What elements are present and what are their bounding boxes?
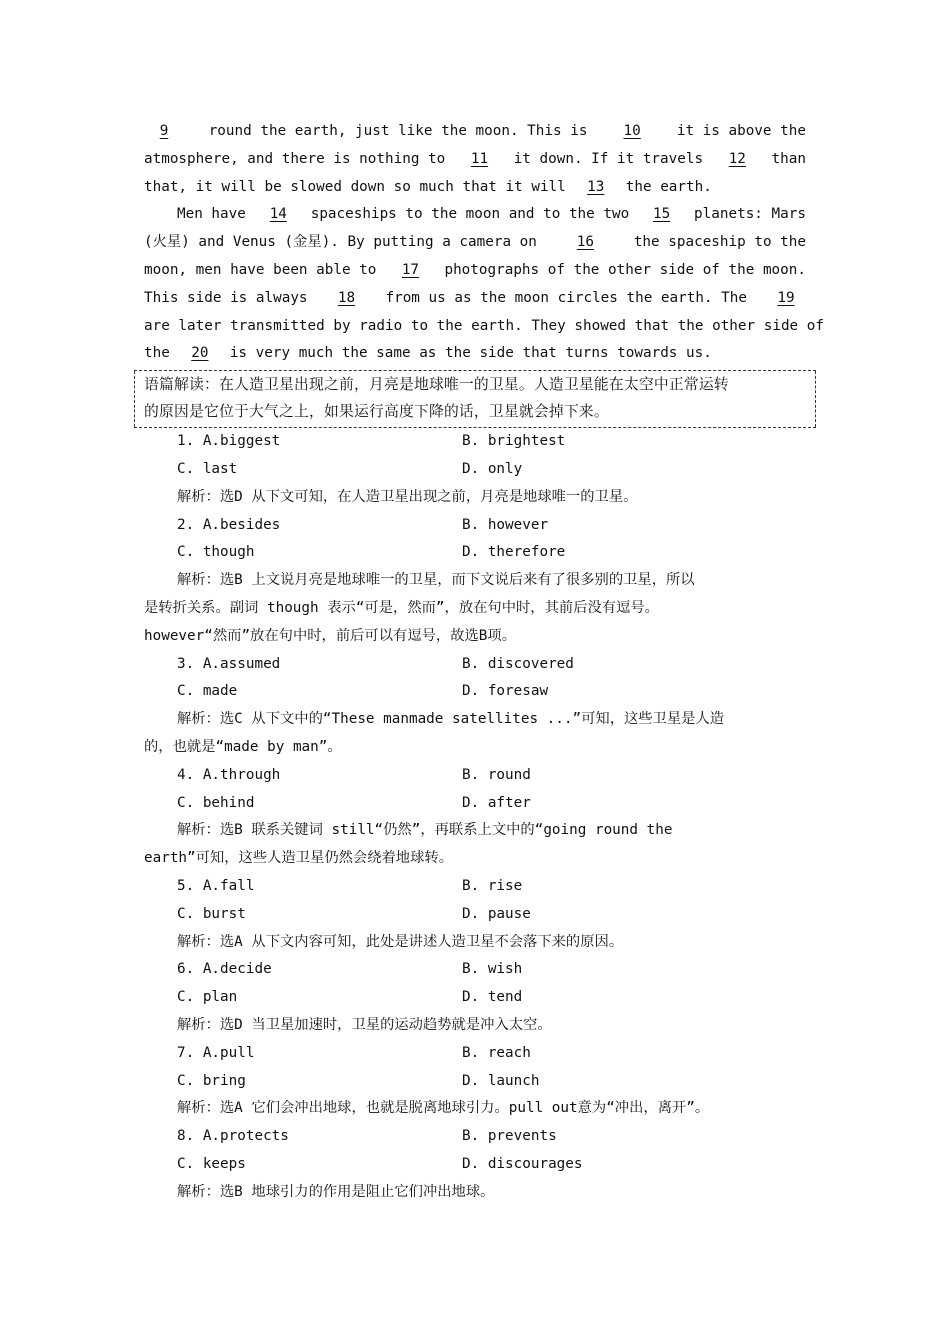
question-list — [144, 428, 806, 1206]
document-page — [144, 118, 824, 1206]
question-options-row — [144, 873, 806, 901]
passage-text: the spaceship to the — [633, 234, 806, 251]
passage-text: it is above the — [676, 123, 806, 139]
blank-9[interactable]: 9 — [159, 123, 169, 139]
passage-text: the — [144, 345, 170, 362]
question-options-row — [144, 1123, 806, 1151]
option-d[interactable]: D. after — [462, 794, 531, 811]
passage-line — [144, 257, 806, 285]
passage-text: are later transmitted by radio to the earth. They showed that the other side of — [144, 317, 824, 334]
blank-20[interactable]: 20 — [191, 345, 209, 362]
question-options-row — [144, 512, 806, 540]
blank-12[interactable]: 12 — [728, 150, 746, 167]
question-options-row — [144, 790, 806, 818]
question-options-row — [144, 1040, 806, 1068]
analysis-line: 解析：选D 从下文可知，在人造卫星出现之前，月亮是地球唯一的卫星。 — [177, 488, 638, 505]
option-b[interactable]: B. reach — [462, 1044, 531, 1061]
passage-line — [144, 201, 806, 229]
question-options-row — [144, 984, 806, 1012]
question-options-row — [144, 956, 806, 984]
question-options-row — [144, 762, 806, 790]
passage-line — [144, 285, 806, 313]
option-c[interactable]: C. last — [177, 460, 238, 477]
passage-text: round the earth, just like the moon. This is — [208, 123, 588, 139]
analysis-line: 解析：选B 地球引力的作用是阻止它们冲出地球。 — [177, 1183, 495, 1200]
option-a[interactable]: 6. A.decide — [177, 961, 272, 978]
question-options-row — [144, 539, 806, 567]
blank-16[interactable]: 16 — [576, 234, 594, 251]
passage-text: planets: Mars — [694, 206, 806, 223]
option-b[interactable]: B. prevents — [462, 1128, 557, 1145]
blank-17[interactable]: 17 — [401, 261, 420, 278]
option-d[interactable]: D. discourages — [462, 1155, 583, 1172]
option-a[interactable]: 2. A.besides — [177, 516, 281, 533]
passage-line — [144, 146, 806, 174]
analysis-line: earth”可知，这些人造卫星仍然会绕着地球转。 — [144, 850, 453, 867]
analysis-line: 的，也就是“made by man”。 — [144, 738, 342, 755]
option-b[interactable]: B. however — [462, 516, 549, 533]
option-c[interactable]: C. behind — [177, 794, 255, 811]
passage-text: than — [771, 150, 806, 167]
analysis-line: 解析：选A 它们会冲出地球，也就是脱离地球引力。pull out意为“冲出，离开”。 — [177, 1100, 710, 1117]
passage-text: the earth. — [625, 178, 712, 195]
analysis-line: 解析：选C 从下文中的“These manmade satellites ...”可知，这些卫星是人造 — [177, 711, 725, 728]
cloze-passage — [144, 118, 824, 368]
passage-text: atmosphere, and there is nothing to — [144, 150, 446, 167]
blank-11[interactable]: 11 — [470, 150, 489, 167]
question-options-row — [144, 428, 806, 456]
option-b[interactable]: B. wish — [462, 961, 523, 978]
question-options-row — [144, 1068, 806, 1096]
passage-line — [144, 313, 824, 341]
reading-line: 语篇解读：在人造卫星出现之前，月亮是地球唯一的卫星。人造卫星能在太空中正常运转 — [144, 376, 729, 394]
passage-line — [144, 340, 806, 368]
option-d[interactable]: D. only — [462, 460, 523, 477]
option-a[interactable]: 5. A.fall — [177, 877, 255, 894]
analysis-line: 解析：选D 当卫星加速时，卫星的运动趋势就是冲入太空。 — [177, 1016, 552, 1033]
reading-line: 的原因是它位于大气之上，如果运行高度下降的话，卫星就会掉下来。 — [144, 403, 609, 421]
passage-text: that, it will be slowed down so much that it will — [144, 178, 566, 195]
passage-text: photographs of the other side of the moon. — [444, 261, 806, 278]
option-a[interactable]: 7. A.pull — [177, 1044, 255, 1061]
blank-14[interactable]: 14 — [269, 206, 287, 223]
passage-line — [144, 174, 806, 202]
passage-text: spaceships to the moon and to the two — [310, 206, 630, 223]
option-d[interactable]: D. foresaw — [462, 683, 549, 700]
option-c[interactable]: C. made — [177, 683, 238, 700]
question-options-row — [144, 678, 806, 706]
passage-text: is very much the same as the side that turns towards us. — [229, 345, 712, 362]
option-b[interactable]: B. round — [462, 766, 531, 783]
option-b[interactable]: B. rise — [462, 877, 523, 894]
passage-text: This side is always — [144, 289, 308, 306]
option-a[interactable]: 3. A.assumed — [177, 655, 281, 672]
passage-text: Men have — [177, 206, 246, 223]
option-c[interactable]: C. burst — [177, 905, 246, 922]
option-d[interactable]: D. tend — [462, 989, 523, 1006]
option-b[interactable]: B. discovered — [462, 655, 574, 672]
option-c[interactable]: C. plan — [177, 989, 238, 1006]
analysis-line: 解析：选B 联系关键词 still“仍然”，再联系上文中的“going round the — [177, 822, 673, 839]
option-a[interactable]: 1. A.biggest — [177, 433, 281, 450]
option-d[interactable]: D. therefore — [462, 544, 566, 561]
blank-15[interactable]: 15 — [653, 206, 671, 223]
blank-10[interactable]: 10 — [623, 123, 641, 139]
blank-18[interactable]: 18 — [337, 289, 356, 306]
passage-text: (火星) and Venus (金星). By putting a camera on — [144, 234, 537, 251]
question-options-row — [144, 901, 806, 929]
analysis-line: 解析：选A 从下文内容可知，此处是讲述人造卫星不会落下来的原因。 — [177, 933, 624, 950]
passage-text: it down. If it travels — [513, 150, 704, 167]
question-options-row — [144, 1151, 806, 1179]
option-a[interactable]: 8. A.protects — [177, 1128, 289, 1145]
option-d[interactable]: D. launch — [462, 1072, 540, 1089]
analysis-line: however“然而”放在句中时，前后可以有逗号，故选B项。 — [144, 627, 517, 644]
passage-line — [144, 229, 806, 257]
option-c[interactable]: C. keeps — [177, 1155, 246, 1172]
option-c[interactable]: C. though — [177, 544, 255, 561]
analysis-line: 解析：选B 上文说月亮是地球唯一的卫星，而下文说后来有了很多别的卫星，所以 — [177, 572, 695, 589]
option-d[interactable]: D. pause — [462, 905, 531, 922]
blank-13[interactable]: 13 — [587, 178, 605, 195]
question-options-row — [144, 456, 806, 484]
passage-line — [144, 118, 806, 146]
option-a[interactable]: 4. A.through — [177, 766, 281, 783]
option-c[interactable]: C. bring — [177, 1072, 246, 1089]
option-b[interactable]: B. brightest — [462, 433, 566, 450]
passage-text: moon, men have been able to — [144, 261, 377, 278]
reading-interpretation-box — [134, 370, 816, 428]
blank-19[interactable]: 19 — [777, 289, 795, 306]
question-options-row — [144, 651, 806, 679]
passage-text: from us as the moon circles the earth. The — [385, 289, 747, 306]
analysis-line: 是转折关系。副词 though 表示“可是，然而”，放在句中时，其前后没有逗号。 — [144, 599, 659, 616]
